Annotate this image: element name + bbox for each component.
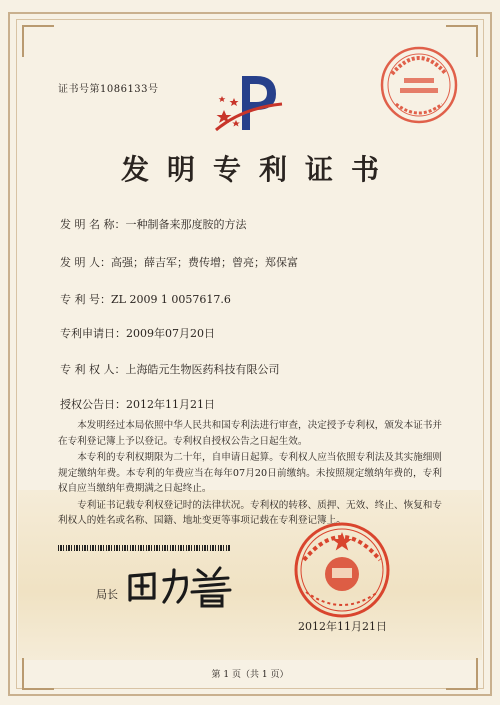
patent-office-logo <box>212 68 286 138</box>
filing-date-row <box>60 325 215 341</box>
filing-date-label: 专利申请日： <box>60 327 126 340</box>
official-seal <box>292 520 392 620</box>
inventor-value: 高强；薛吉军；费传增；曾亮；郑保富 <box>111 256 298 269</box>
invention-name-label: 发 明 名 称： <box>60 218 126 231</box>
invention-name-row <box>60 216 247 232</box>
patentee-value: 上海皓元生物医药科技有限公司 <box>125 363 280 376</box>
certificate-body <box>58 418 442 530</box>
inventor-label: 发 明 人： <box>60 256 111 269</box>
inventor-row <box>60 254 298 270</box>
director-signature <box>124 562 234 608</box>
patentee-label: 专 利 权 人： <box>60 363 126 376</box>
agency-stamp <box>378 44 460 126</box>
corner-ornament <box>22 25 54 57</box>
certificate-number: 证书号第1086133号 <box>58 84 159 95</box>
paragraph-legal-status: 专利证书记载专利权登记时的法律状况。专利权的转移、质押、无效、终止、恢复和专利权人的姓名或名称、国籍、地址变更等事项记载在专利登记簿上。 <box>58 499 442 526</box>
paragraph-term: 本专利的专利权期限为二十年，自申请日起算。专利权人应当依照专利法及其实施细则规定缴纳年费。本专利的年费应当在每年07月20日前缴纳。未按照规定缴纳年费的，专利权自应当缴纳年费期满之日起终止。 <box>58 452 442 494</box>
grant-date-label: 授权公告日： <box>60 398 126 411</box>
page-indicator: 第 1 页（共 1 页） <box>211 670 289 680</box>
filing-date-value: 2009年07月20日 <box>126 327 215 340</box>
barcode <box>58 545 230 551</box>
certificate-title: 发明专利证书 <box>120 153 397 186</box>
grant-date-value: 2012年11月21日 <box>126 398 215 411</box>
paragraph-grant: 本发明经过本局依照中华人民共和国专利法进行审查，决定授予专利权，颁发本证书并在专利登记簿上予以登记。专利权自授权公告之日起生效。 <box>58 420 442 447</box>
invention-name-value: 一种制备来那度胺的方法 <box>125 218 247 231</box>
patent-number-row <box>60 291 231 307</box>
patent-number-label: 专 利 号： <box>60 293 111 306</box>
grant-date-row <box>60 396 215 412</box>
seal-date: 2012年11月21日 <box>298 620 387 633</box>
patentee-row <box>60 361 280 377</box>
patent-number-value: ZL 2009 1 0057617.6 <box>111 293 231 306</box>
director-label: 局长 <box>96 588 118 601</box>
